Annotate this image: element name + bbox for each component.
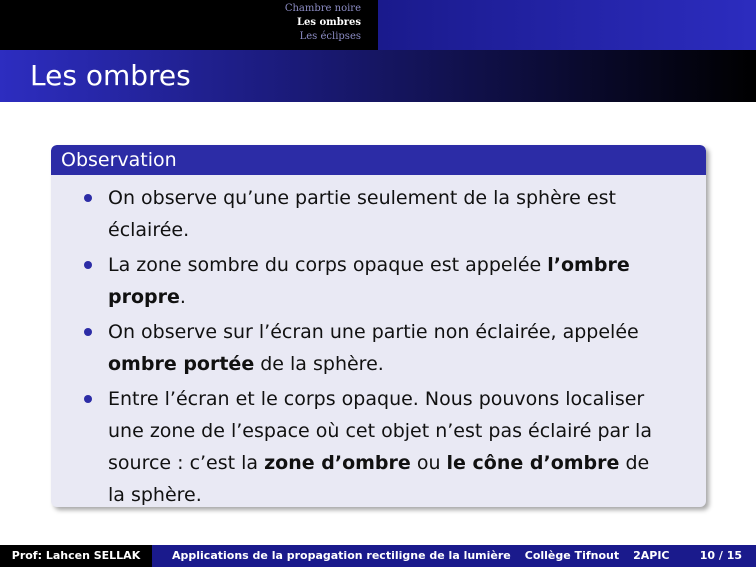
footer-school: Collège Tifnout	[524, 549, 620, 562]
item-text: la sphère.	[108, 484, 202, 506]
bullet-icon	[84, 395, 92, 403]
item-bold-text: l’ombre	[547, 254, 630, 276]
nav-right-panel	[378, 0, 756, 50]
top-navigation	[0, 0, 756, 50]
observation-block	[51, 145, 706, 507]
footer-author: Prof: Lahcen SELLAK	[0, 545, 152, 567]
list-item	[108, 182, 706, 246]
bullet-icon	[84, 328, 92, 336]
block-title: Observation	[51, 145, 706, 175]
item-text: de la sphère.	[254, 353, 384, 375]
nav-section-chambre-noire[interactable]: Chambre noire	[284, 3, 361, 14]
bullet-icon	[84, 194, 92, 202]
nav-section-les-ombres[interactable]: Les ombres	[296, 17, 361, 28]
footer-title: Applications de la propagation rectiligne de la lumière	[172, 549, 511, 562]
list-item	[108, 383, 706, 507]
item-text: On observe sur l’écran une partie non éclairée, appelée	[108, 321, 639, 343]
footer-level: 2APIC	[633, 549, 670, 562]
item-text: La zone sombre du corps opaque est appelée	[108, 254, 548, 276]
item-bold-text: propre	[108, 286, 180, 308]
item-text: source : c’est la	[108, 452, 265, 474]
footer-page-number: 10 / 15	[699, 549, 742, 562]
footer-info	[152, 545, 756, 567]
item-bold-text: ombre portée	[108, 353, 255, 375]
item-text: éclairée.	[108, 219, 190, 241]
bullet-icon	[84, 261, 92, 269]
list-item	[108, 316, 706, 380]
nav-section-les-eclipses[interactable]: Les éclipses	[299, 31, 361, 42]
slide-title: Les ombres	[30, 59, 191, 92]
title-bar	[0, 50, 756, 102]
item-text: .	[179, 286, 186, 308]
item-text: une zone de l’espace où cet objet n’est pas éclairé par la	[108, 420, 652, 442]
item-text: Entre l’écran et le corps opaque. Nous pouvons localiser	[108, 388, 645, 410]
item-text: On observe qu’une partie seulement de la sphère est	[108, 187, 616, 209]
list-item	[108, 249, 706, 313]
item-text: ou	[410, 452, 447, 474]
footer	[0, 545, 756, 567]
item-bold-text: zone d’ombre	[264, 452, 411, 474]
section-list	[0, 0, 378, 50]
item-text: de	[619, 452, 650, 474]
item-bold-text: le cône d’ombre	[446, 452, 620, 474]
